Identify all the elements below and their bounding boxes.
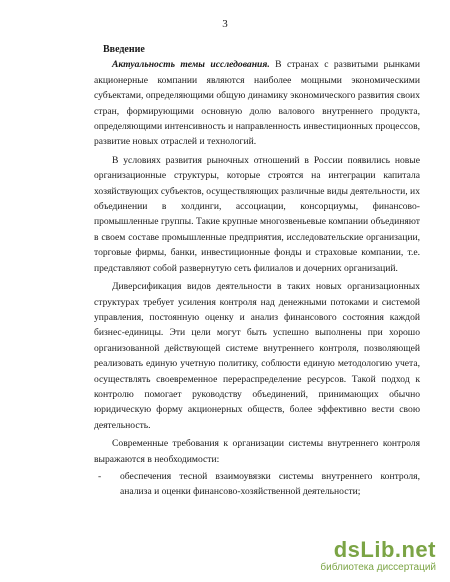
watermark-logo: dsLib.net	[333, 537, 436, 562]
bullet-text: обеспечения тесной взаимоувязки системы внутреннего контроля, анализа и оценки финансово-хозяйственной деятельности;	[120, 470, 420, 498]
page-number: 3	[222, 18, 228, 30]
paragraph-structures: В условиях развития рыночных отношений в России появились новые организационные структуры, которые строятся на интеграции капитала хозяйствующих субъектов, осуществляющих различные виды деятельности, их объединении в холдинги, ассоциации, консорциумы, финансово-промышленные группы. Такие крупные многозвеньевые компании объединяют в своем составе промышленные предприятия, исследовательские организации, торговые фирмы, банки, инвестиционные фонды и страховые компании, т.е. представляют собой развернутую сеть филиалов и дочерних организаций.	[94, 154, 420, 274]
paragraph-requirements: Современные требования к организации системы внутреннего контроля выражаются в необходимости:	[94, 438, 420, 465]
paragraph-diversification: Диверсификация видов деятельности в таких новых организационных структурах требует усиления контроля над денежными потоками и системой управления, постоянную оценку и анализ финансового состояния каждой бизнес-единицы. Эти цели могут быть успешно выполнены при хорошо организованной действующей системе внутреннего контроля, позволяющей реализовать единую учетную политику, соблюсти единую методологию учета, осуществлять своевременное перераспределение ресурсов. Такой подход к контролю помогает руководству объединений, принимающих обычно юридическую форму акционерных обществ, более эффективно вести свою деятельность.	[94, 281, 420, 431]
watermark	[318, 538, 436, 574]
watermark-caption: библиотека диссертаций	[320, 562, 436, 573]
paragraph-relevance	[94, 57, 420, 149]
list-item	[94, 469, 420, 500]
section-heading: Введение	[103, 44, 145, 55]
bullet-marker: -	[98, 470, 102, 482]
document-body	[94, 42, 420, 500]
relevance-lead: Актуальность темы исследования.	[112, 59, 270, 71]
relevance-text: В странах с развитыми рынками акционерные компании являются наиболее мощными экономическими субъектами, определяющими общую динамику экономического развития своих стран, формирующими основную долю валового внутреннего продукта, определяющими интенсивность и направленность инвестиционных процессов, развитие новых отраслей и технологий.	[94, 59, 421, 148]
